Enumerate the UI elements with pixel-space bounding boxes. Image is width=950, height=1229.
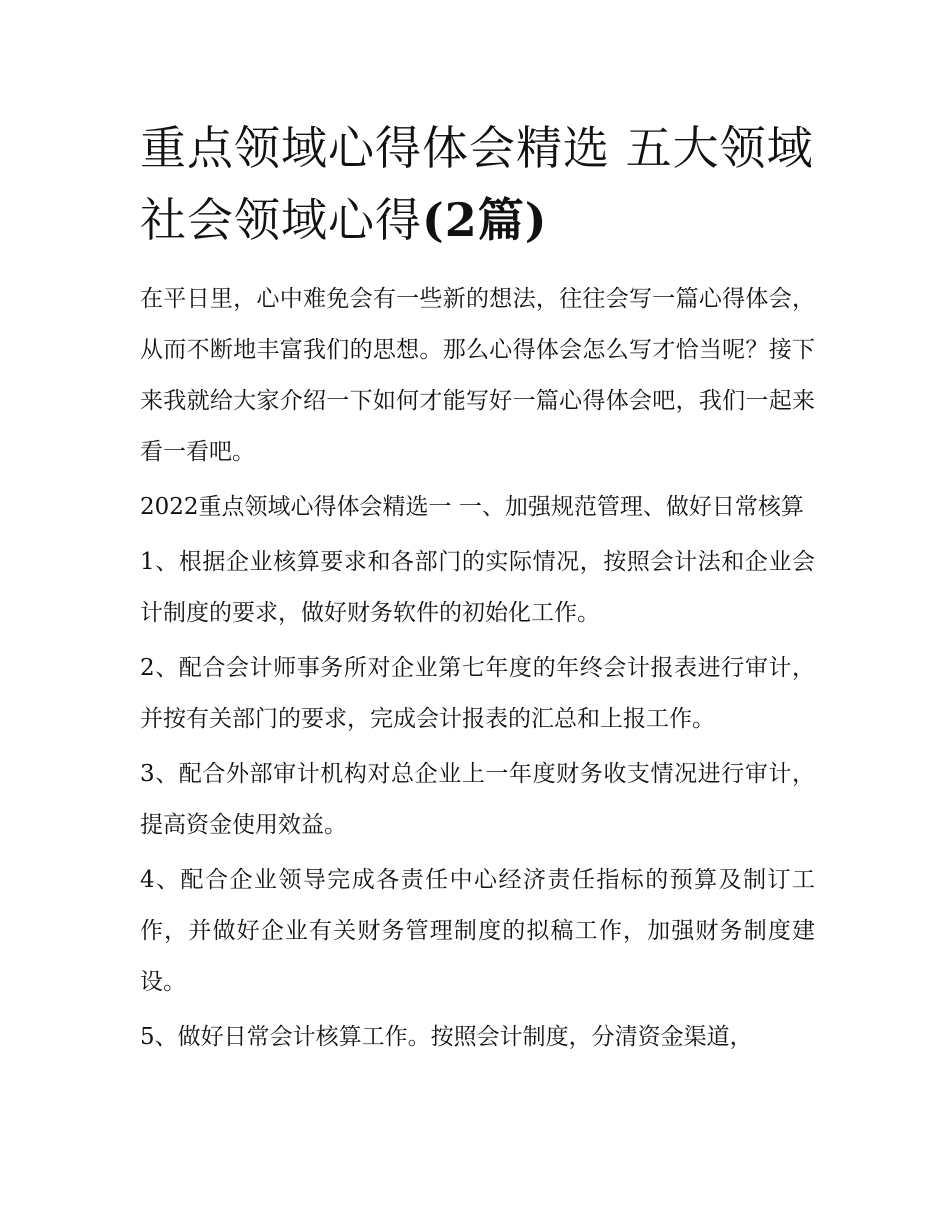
list-item-4: 4、配合企业领导完成各责任中心经济责任指标的预算及制订工作，并做好企业有关财务管理制度的拟稿工作，加强财务制度建设。 bbox=[140, 867, 815, 995]
list-item-2: 2、配合会计师事务所对企业第七年度的年终会计报表进行审计，并按有关部门的要求，完成会计报表的汇总和上报工作。 bbox=[140, 655, 815, 732]
section-heading: 2022重点领域心得体会精选一 一、加强规范管理、做好日常核算 bbox=[140, 494, 804, 520]
title-text: 重点领域心得体会精选 五大领域社会领域心得 bbox=[140, 121, 814, 247]
document-title bbox=[140, 112, 815, 256]
document-page bbox=[140, 112, 815, 1067]
title-suffix: (2篇) bbox=[422, 193, 548, 247]
list-item-5: 5、做好日常会计核算工作。按照会计制度，分清资金渠道， bbox=[140, 1024, 753, 1050]
intro-paragraph: 在平日里，心中难免会有一些新的想法，往往会写一篇心得体会，从而不断地丰富我们的思想。那么心得体会怎么写才恰当呢？接下来我就给大家介绍一下如何才能写好一篇心得体会吧，我们一起来看一看吧。 bbox=[140, 286, 815, 465]
list-item-1: 1、根据企业核算要求和各部门的实际情况，按照会计法和企业会计制度的要求，做好财务软件的初始化工作。 bbox=[140, 549, 815, 626]
list-item-3: 3、配合外部审计机构对总企业上一年度财务收支情况进行审计，提高资金使用效益。 bbox=[140, 761, 815, 838]
